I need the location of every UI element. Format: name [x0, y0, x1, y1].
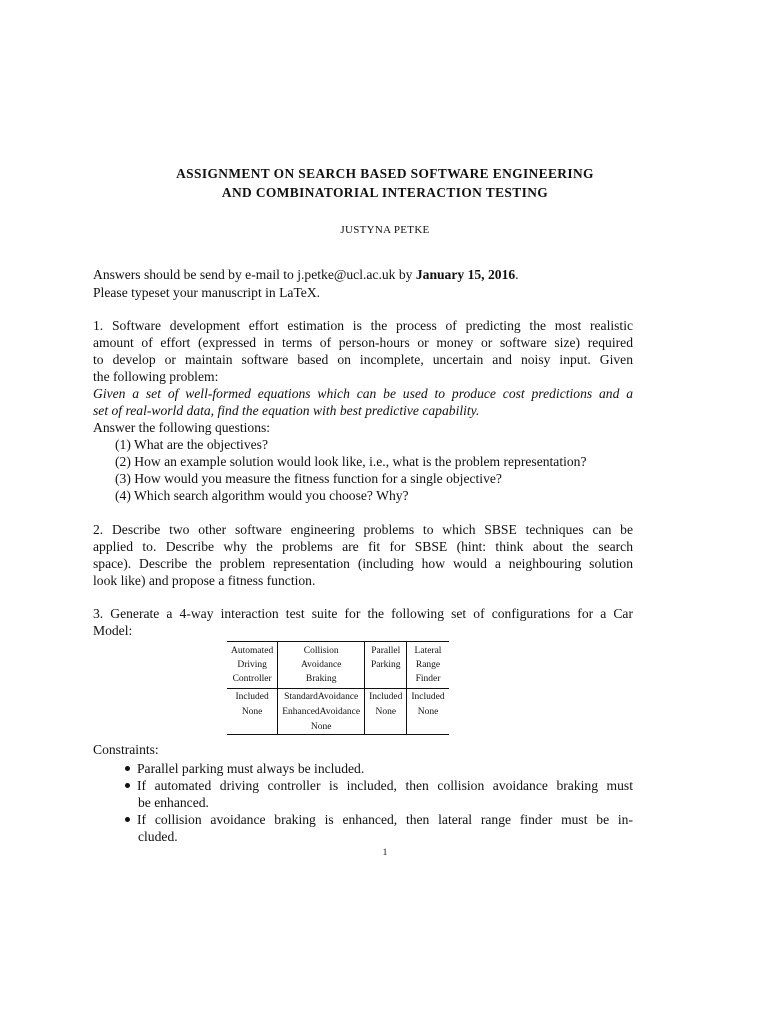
deadline-date: January 15, 2016	[415, 267, 516, 282]
table-cell	[407, 719, 449, 735]
table-cell: Included	[407, 689, 449, 705]
q1-italic-problem-line: Given a set of well-formed equations which can be used to produce cost predictions and a	[93, 386, 633, 401]
table-cell: Included	[227, 689, 278, 705]
q1-subquestion: (3) How would you measure the fitness function for a single objective?	[115, 471, 502, 486]
q1-prompt: Answer the following questions:	[93, 420, 271, 435]
q1-paragraph-line: to develop or maintain software based on incomplete, uncertain and noisy input. Given	[93, 352, 633, 367]
q2-paragraph-line: 2. Describe two other software engineering problems to which SBSE techniques can be	[93, 522, 633, 537]
table-cell: EnhancedAvoidance	[278, 704, 365, 719]
constraint-continuation: cluded.	[138, 829, 178, 844]
table-cell: None	[365, 704, 407, 719]
header-text: Finder	[415, 674, 441, 684]
table-cell: None	[417, 707, 439, 717]
header-text: Automated	[231, 646, 274, 656]
q1-subquestion: (2) How an example solution would look like, i.e., what is the problem representation?	[115, 454, 587, 469]
q1-paragraph-line: the following problem:	[93, 369, 219, 384]
q1-paragraph-line: amount of effort (expressed in terms of person-hours or money or software size) required	[93, 335, 633, 350]
q2-paragraph-line: look like) and propose a fitness function.	[93, 573, 316, 588]
table-header-cell	[365, 642, 407, 689]
constraint-item	[125, 811, 633, 828]
bullet-icon	[125, 817, 130, 822]
header-text: Driving	[237, 660, 267, 670]
constraint-continuation: be enhanced.	[138, 795, 209, 810]
q2-paragraph-line: applied to. Describe why the problems are fit for SBSE (hint: think about the search	[93, 539, 633, 554]
table-cell	[227, 719, 278, 735]
table-cell: Included	[365, 689, 407, 705]
table-row	[227, 689, 449, 705]
header-text: Avoidance	[300, 660, 342, 670]
table-row	[227, 719, 449, 735]
table-cell: StandardAvoidance	[278, 689, 365, 705]
constraint-text: If collision avoidance braking is enhanced, then lateral range finder must be in-	[137, 812, 633, 827]
configuration-table	[227, 641, 449, 735]
page-number: 1	[382, 848, 388, 858]
bullet-icon	[125, 766, 130, 771]
header-text: Parallel	[371, 646, 401, 656]
q1-italic-problem-line: set of real-world data, find the equation with best predictive capability.	[93, 403, 480, 418]
q2-paragraph-line: space). Describe the problem representation (including how would a neighbouring solution	[93, 556, 633, 571]
table-header-cell	[407, 642, 449, 689]
table-cell	[365, 719, 407, 735]
constraint-text: Parallel parking must always be included.	[137, 761, 365, 776]
document-title-line-1: ASSIGNMENT ON SEARCH BASED SOFTWARE ENGINEERING	[176, 166, 594, 181]
header-text: Lateral	[414, 646, 442, 656]
q1-subquestion: (1) What are the objectives?	[115, 437, 268, 452]
table-header-row	[227, 642, 449, 689]
intro-line-1	[93, 266, 633, 283]
q1-subquestion: (4) Which search algorithm would you choose? Why?	[115, 488, 409, 503]
intro-period: .	[515, 267, 519, 282]
author-name: JUSTYNA PETKE	[340, 224, 430, 236]
table-cell: None	[278, 719, 365, 735]
header-text: Parking	[370, 660, 401, 670]
intro-text: Answers should be send by e-mail to j.petke@ucl.ac.uk by	[93, 267, 416, 282]
header-text	[369, 672, 402, 686]
header-text: Braking	[305, 674, 337, 684]
header-text: Range	[415, 660, 441, 670]
header-text: Collision	[303, 646, 339, 656]
table-cell: None	[227, 704, 278, 719]
q1-paragraph-line: 1. Software development effort estimation is the process of predicting the most realistic	[93, 318, 633, 333]
constraints-label: Constraints:	[93, 742, 159, 757]
table-row	[227, 704, 449, 719]
table-header-cell	[227, 642, 278, 689]
bullet-icon	[125, 783, 130, 788]
constraint-text: If automated driving controller is included, then collision avoidance braking must	[137, 778, 633, 793]
document-title-line-2: AND COMBINATORIAL INTERACTION TESTING	[221, 185, 549, 200]
q3-paragraph-line: 3. Generate a 4-way interaction test suite for the following set of configurations for a Car	[93, 606, 633, 621]
table-header-cell	[278, 642, 365, 689]
header-text: Controller	[232, 674, 272, 684]
q3-paragraph-line: Model:	[93, 623, 133, 638]
constraint-item	[125, 777, 633, 794]
intro-line-2: Please typeset your manuscript in LaTeX.	[93, 285, 321, 300]
constraint-item	[125, 760, 364, 777]
